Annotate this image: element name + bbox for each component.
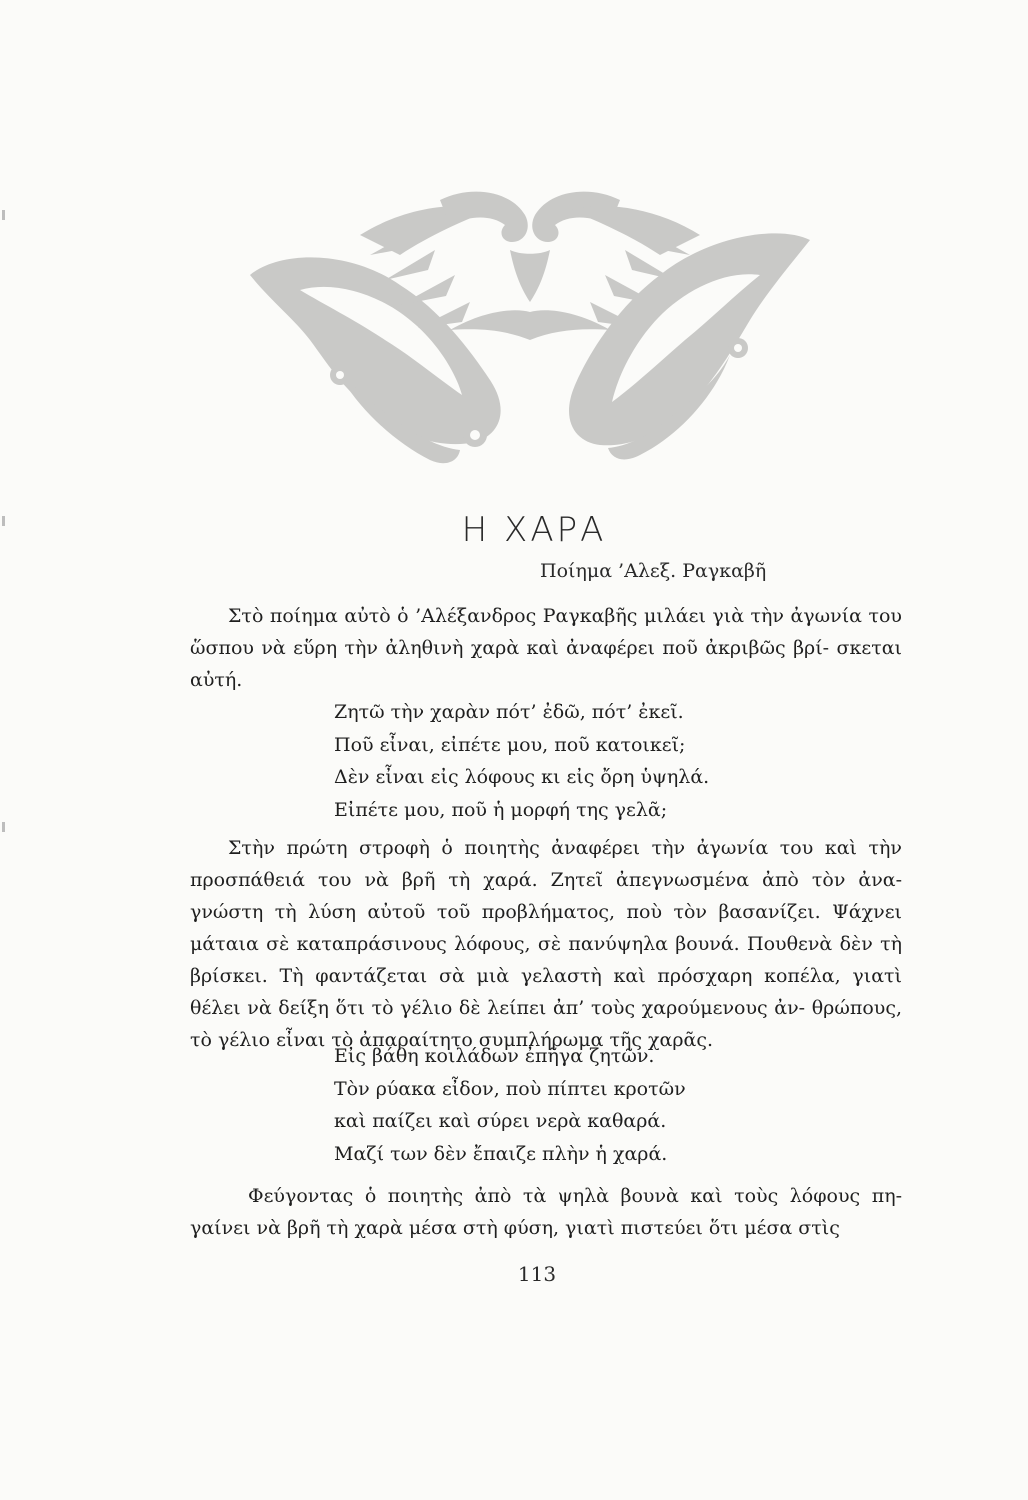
- page-number: 113: [517, 1262, 557, 1286]
- verse-line: Τὸν ρύακα εἶδον, ποὺ πίπτει κροτῶν: [334, 1077, 686, 1100]
- verse-line: καὶ παίζει καὶ σύρει νερὰ καθαρά.: [334, 1110, 667, 1132]
- verse-line: Εἰπέτε μου, ποῦ ἡ μορφή της γελᾶ;: [334, 798, 668, 821]
- verse-line: Μαζί των δὲν ἔπαιζε πλὴν ἡ χαρά.: [334, 1142, 668, 1165]
- verse-stanza-2: [334, 1040, 686, 1170]
- decorative-headpiece-ornament: [240, 180, 820, 470]
- verse-line: Ζητῶ τὴν χαρὰν πότ’ ἐδῶ, πότ’ ἐκεῖ.: [334, 701, 684, 723]
- closing-paragraph: Φεύγοντας ὁ ποιητὴς ἀπὸ τὰ ψηλὰ βουνὰ καὶ τοὺς λόφους πη- γαίνει νὰ βρῆ τὴ χαρὰ μέσα στὴ φύση, γιατὶ πιστεύει ὅτι μέσα στὶς: [190, 1185, 902, 1239]
- verse-line: Εἰς βάθη κοιλάδων ἐπῆγα ζητῶν.: [334, 1045, 655, 1067]
- scan-edge-mark: [2, 210, 5, 220]
- verse-stanza-1: [334, 696, 709, 826]
- poem-title: Η ΧΑΡΑ: [461, 510, 607, 550]
- verse-line: Ποῦ εἶναι, εἰπέτε μου, ποῦ κατοικεῖ;: [334, 733, 686, 756]
- scan-edge-mark: [2, 822, 5, 832]
- intro-paragraph: Στὸ ποίημα αὐτὸ ὁ ’Αλέξανδρος Ραγκαβῆς μιλάει γιὰ τὴν ἀγωνία του ὥσπου νὰ εὕρη τὴν ἀληθινὴ χαρὰ καὶ ἀναφέρει ποῦ ἀκριβῶς βρί- σκεται αὐτή.: [190, 605, 902, 691]
- commentary-paragraph: Στὴν πρώτη στροφὴ ὁ ποιητὴς ἀναφέρει τὴν ἀγωνία του καὶ τὴν προσπάθειά του νὰ βρῆ τὴ χαρά. Ζητεῖ ἀπεγνωσμένα ἀπὸ τὸν ἀνα- γνώστη τὴ λύση αὐτοῦ τοῦ προβλήματος, ποὺ τὸν βασανίζει. Ψάχνει μάταια σὲ καταπράσινους λόφους, σὲ πανύψηλα βουνά. Πουθενὰ δὲν τὴ βρίσκει. Τὴ φαντάζεται σὰ μιὰ γελαστὴ καὶ πρόσχαρη κοπέλα, γιατὶ θέλει νὰ δείξη ὅτι τὸ γέλιο δὲ λείπει ἀπ’ τοὺς χαρούμενους ἀν- θρώπους, τὸ γέλιο εἶναι τὸ ἀπαραίτητο συμπλήρωμα τῆς χαρᾶς.: [190, 837, 902, 1051]
- verse-line: Δὲν εἶναι εἰς λόφους κι εἰς ὄρη ὑψηλά.: [334, 766, 710, 788]
- poem-author-subtitle: Ποίημα ’Αλεξ. Ραγκαβῆ: [540, 560, 767, 582]
